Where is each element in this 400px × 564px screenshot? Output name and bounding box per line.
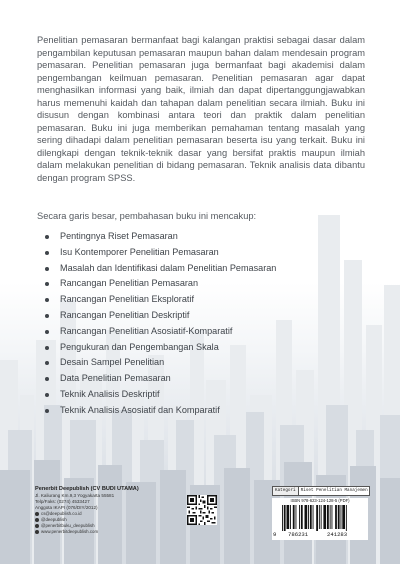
topic-item: Rancangan Penelitian Asosiatif-Komparatif: [45, 324, 276, 340]
publisher-membership: Anggota IKAPI (076/DIY/2012): [35, 505, 98, 510]
topic-item: Data Penelitian Pemasaran: [45, 371, 276, 387]
facebook-icon: [35, 518, 39, 522]
topic-list: [45, 229, 276, 419]
publisher-phone: Telp/Faks: (0274) 4533427: [35, 499, 90, 504]
category-label-box: [272, 486, 370, 496]
isbn-text: ISBN 978-623-124-128-5 (PDF): [290, 498, 350, 503]
topic-item: Teknik Analisis Deskriptif: [45, 387, 276, 403]
publisher-info: [35, 486, 185, 535]
topic-item: Pengukuran dan Pengembangan Skala: [45, 340, 276, 356]
topic-item: Teknik Analisis Asosiatif dan Komparatif: [45, 403, 276, 419]
publisher-email: cs@deepublish.co.id: [41, 511, 82, 516]
topics-intro: Secara garis besar, pembahasan buku ini mencakup:: [37, 211, 257, 221]
category-label: Kategori: [273, 487, 299, 495]
email-icon: [35, 512, 39, 516]
globe-icon: [35, 530, 39, 534]
topic-item: Isu Kontemporer Penelitian Pemasaran: [45, 245, 276, 261]
topic-item: Rancangan Penelitian Pemasaran: [45, 276, 276, 292]
barcode-digit-first: 9: [273, 531, 277, 538]
barcode: [272, 505, 368, 531]
publisher-address: Jl. Kaliurang Km.9,3 Yogyakarta 55581: [35, 493, 115, 498]
publisher-instagram: @penerbitbuku_deepublish: [41, 523, 95, 528]
instagram-icon: [35, 524, 39, 528]
barcode-digits-right: 241283: [327, 531, 348, 538]
topic-item: Rancangan Penelitian Deskriptif: [45, 308, 276, 324]
publisher-website: www.penerbitdeepublish.com: [41, 529, 99, 534]
publisher-website-row: [35, 529, 185, 535]
topic-item: Rancangan Penelitian Eksploratif: [45, 292, 276, 308]
isbn-barcode-block: [272, 498, 368, 540]
category-value: Riset Penelitian Manajemen: [300, 488, 368, 493]
topic-item: Pentingnya Riset Pemasaran: [45, 229, 276, 245]
barcode-digits-left: 786231: [288, 531, 309, 538]
publisher-facebook: @deepublish: [41, 517, 67, 522]
description-paragraph: Penelitian pemasaran bermanfaat bagi kalangan praktisi sebagai dasar dalam pengambilan keputusan pemasaran maupun bahan dalam mendesain program pemasaran. Penelitian pemasaran juga bermanfaat bagi akademisi dalam pengembangan keilmuan pemasaran. Penelitian pemasaran agar dapat menghasilkan informasi yang baik, ilmiah dan dapat dipertanggungjawabkan harus memenuhi kaidah dan tahapan dalam penelitian secara ilmiah. Buku ini disusun dengan kombinasi antara teori dan praktik dalam penelitian pemasaran. Buku ini juga memberikan pemahaman tentang masalah yang sering dihadapi dalam penelitian pemasaran beserta isu yang terkait. Buku ini dilengkapi dengan teknik-teknik dasar yang bersifat praktis maupun ilmiah dalam melakukan penelitian di bidang pemasaran. Teknik analisis data dibantu dengan program SPSS.: [37, 35, 365, 183]
publisher-name: Penerbit Deepublish (CV BUDI UTAMA): [35, 486, 139, 492]
qr-code: [187, 495, 217, 525]
topic-item: Desain Sampel Penelitian: [45, 355, 276, 371]
topic-item: Masalah dan Identifikasi dalam Penelitian Pemasaran: [45, 261, 276, 277]
